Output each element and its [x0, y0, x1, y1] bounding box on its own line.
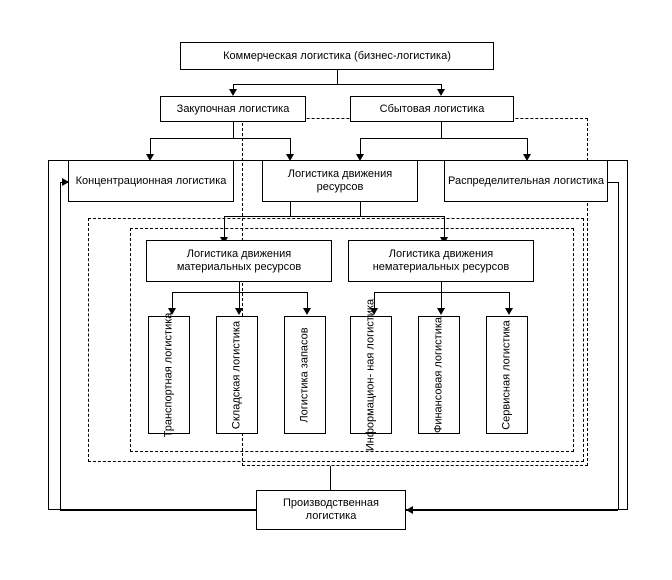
- arrow-to-purchasing: [229, 89, 237, 96]
- line-move-split: [224, 216, 444, 217]
- line-dist-right-down: [618, 182, 619, 510]
- box-transport-logistics: [148, 312, 190, 438]
- box-warehouse-logistics-label: Складская логистика: [230, 320, 243, 430]
- line-purch-right: [233, 138, 290, 139]
- arrow-to-sales: [437, 89, 445, 96]
- box-service-logistics: [486, 316, 528, 434]
- box-sales-logistics: Сбытовая логистика: [350, 96, 514, 122]
- line-purch-to-conc: [150, 138, 151, 155]
- box-concentration-logistics: Концентрационная логистика: [68, 160, 234, 202]
- box-commercial-logistics: Коммерческая логистика (бизнес-логистика): [180, 42, 494, 70]
- box-financial-logistics-label: Финансовая логистика: [432, 316, 445, 434]
- line-nonmaterial-b: [441, 292, 442, 309]
- line-purch-to-move: [290, 138, 291, 155]
- line-material-b: [239, 292, 240, 309]
- line-material-down: [239, 282, 240, 292]
- line-material-a: [172, 292, 173, 309]
- line-sales-down: [441, 122, 442, 138]
- line-sales-left: [360, 138, 442, 139]
- box-purchasing-logistics: Закупочная логистика: [160, 96, 306, 122]
- arrow-to-service-logistics: [505, 308, 513, 315]
- box-financial-logistics: [418, 316, 460, 434]
- line-move-down: [290, 202, 291, 216]
- line-material-c: [307, 292, 308, 309]
- arrow-to-financial-logistics: [437, 308, 445, 315]
- line-sales-to-dist: [527, 138, 528, 155]
- line-sales-to-move: [360, 138, 361, 155]
- line-title-split: [233, 84, 441, 85]
- line-dist-right: [608, 182, 618, 183]
- box-material-resources-logistics: Логистика движения материальных ресурсов: [146, 240, 332, 282]
- box-inventory-logistics-label: Логистика запасов: [298, 327, 311, 423]
- line-purch-left: [150, 138, 234, 139]
- line-move-center-down: [360, 202, 361, 216]
- line-nonmaterial-c: [509, 292, 510, 309]
- box-distribution-logistics: Распределительная логистика: [444, 160, 608, 202]
- arrow-to-warehouse-logistics: [235, 308, 243, 315]
- box-transport-logistics-label: Транспортная логистика: [162, 312, 175, 438]
- line-dist-into-prod: [406, 510, 618, 511]
- arrow-into-production-right: [406, 506, 413, 514]
- line-prod-left-up: [60, 182, 61, 510]
- line-title-down: [337, 70, 338, 84]
- line-prod-left: [60, 510, 256, 511]
- box-warehouse-logistics: [216, 316, 258, 434]
- box-inventory-logistics: [284, 316, 326, 434]
- line-purch-down: [233, 122, 234, 138]
- line-nonmaterial-down: [441, 282, 442, 292]
- arrow-to-inventory-logistics: [303, 308, 311, 315]
- box-movement-of-resources: Логистика движения ресурсов: [262, 160, 418, 202]
- box-information-logistics-label: Информацион- ная логистика: [364, 298, 377, 452]
- line-production-up: [330, 466, 331, 490]
- line-move-to-nonmaterial: [444, 216, 445, 238]
- line-sales-right: [441, 138, 527, 139]
- box-production-logistics: Производственная логистика: [256, 490, 406, 530]
- box-information-logistics: [350, 298, 392, 452]
- box-service-logistics-label: Сервисная логистика: [500, 320, 513, 430]
- box-nonmaterial-resources-logistics: Логистика движения нематериальных ресурсов: [348, 240, 534, 282]
- line-move-to-material: [224, 216, 225, 238]
